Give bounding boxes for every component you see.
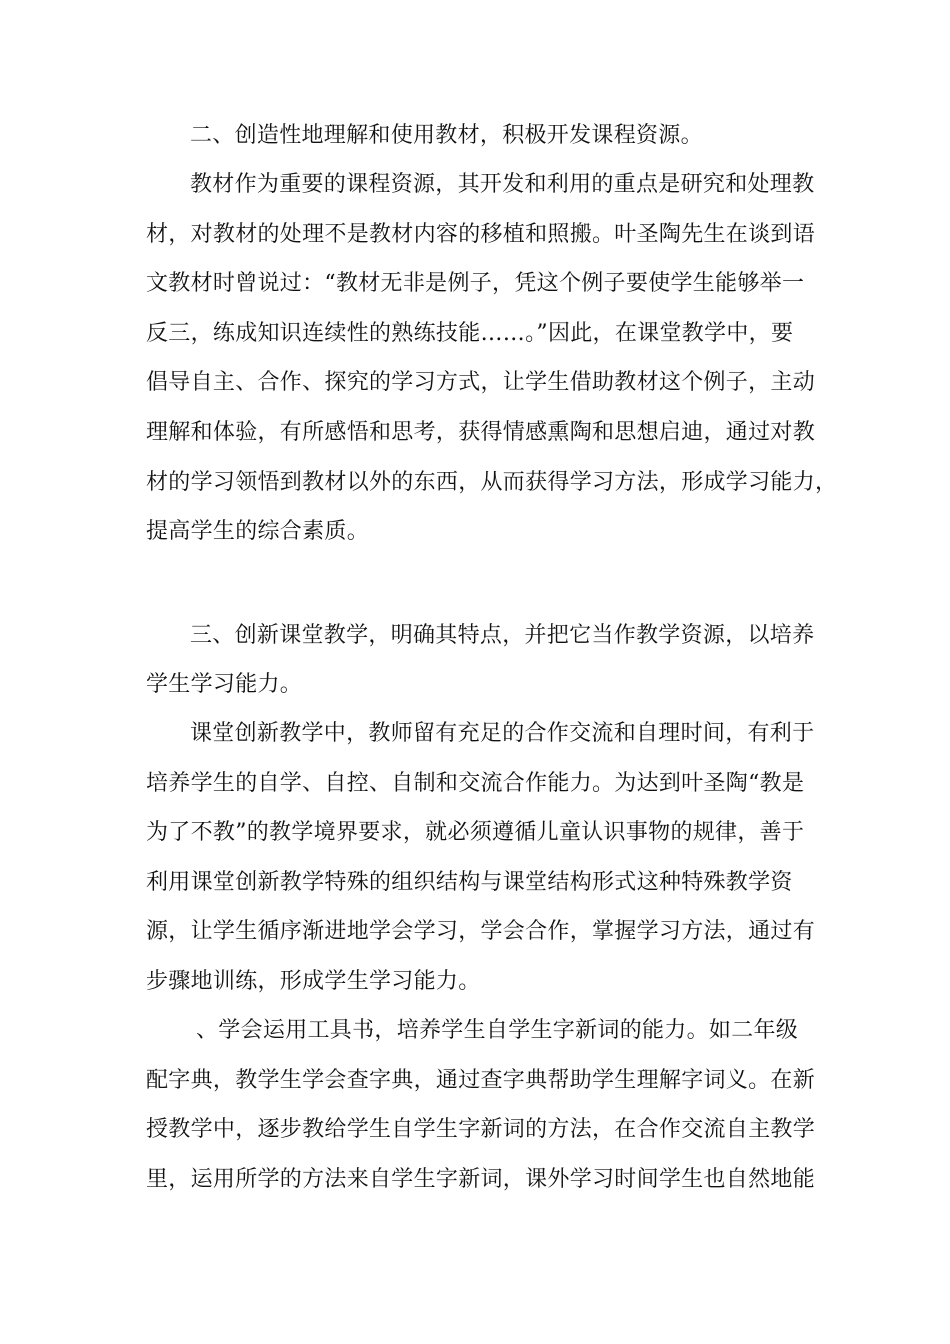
section-2-paragraph-line: 提高学生的综合素质。 (146, 519, 370, 544)
subsection-paragraph-line: 配字典，教学生学会查字典，通过查字典帮助学生理解字词义。在新 (146, 1068, 816, 1093)
subsection-paragraph-line: 里，运用所学的方法来自学生字新词，课外学习时间学生也自然地能 (146, 1167, 816, 1192)
section-2-paragraph-line: 材，对教材的处理不是教材内容的移植和照搬。叶圣陶先生在谈到语 (146, 222, 816, 247)
section-3-paragraph-line: 利用课堂创新教学特殊的组织结构与课堂结构形式这种特殊教学资 (146, 870, 793, 895)
section-2-heading: 二、创造性地理解和使用教材，积极开发课程资源。 (190, 123, 703, 148)
section-3-paragraph-line: 课堂创新教学中，教师留有充足的合作交流和自理时间，有利于 (190, 721, 815, 746)
section-2-paragraph-line: 理解和体验，有所感悟和思考，获得情感熏陶和思想启迪，通过对教 (146, 420, 816, 445)
section-3-paragraph-line: 源，让学生循序渐进地学会学习，学会合作，掌握学习方法，通过有 (146, 919, 816, 944)
section-3-paragraph-line: 培养学生的自学、自控、自制和交流合作能力。为达到叶圣陶“教是 (146, 771, 805, 796)
subsection-paragraph-line: 、学会运用工具书，培养学生自学生字新词的能力。如二年级 (196, 1018, 799, 1043)
section-2-paragraph-line: 反三，练成知识连续性的熟练技能……。”因此，在课堂教学中，要 (146, 321, 794, 346)
section-3-heading-continued: 学生学习能力。 (146, 672, 303, 697)
section-3-heading: 三、创新课堂教学，明确其特点，并把它当作教学资源，以培养 (190, 623, 815, 648)
section-2-paragraph-line: 材的学习领悟到教材以外的东西，从而获得学习方法，形成学习能力， (146, 470, 838, 495)
subsection-paragraph-line: 授教学中，逐步教给学生自学生字新词的方法，在合作交流自主教学 (146, 1117, 816, 1142)
section-3-paragraph-line: 为了不教”的教学境界要求，就必须遵循儿童认识事物的规律，善于 (146, 820, 805, 845)
section-2-paragraph-line: 倡导自主、合作、探究的学习方式，让学生借助教材这个例子，主动 (146, 370, 816, 395)
section-3-paragraph-line: 步骤地训练，形成学生学习能力。 (146, 969, 481, 994)
section-2-paragraph-line: 文教材时曾说过：“教材无非是例子，凭这个例子要使学生能够举一 (146, 271, 805, 296)
section-2-paragraph-line: 教材作为重要的课程资源，其开发和利用的重点是研究和处理教 (190, 172, 815, 197)
